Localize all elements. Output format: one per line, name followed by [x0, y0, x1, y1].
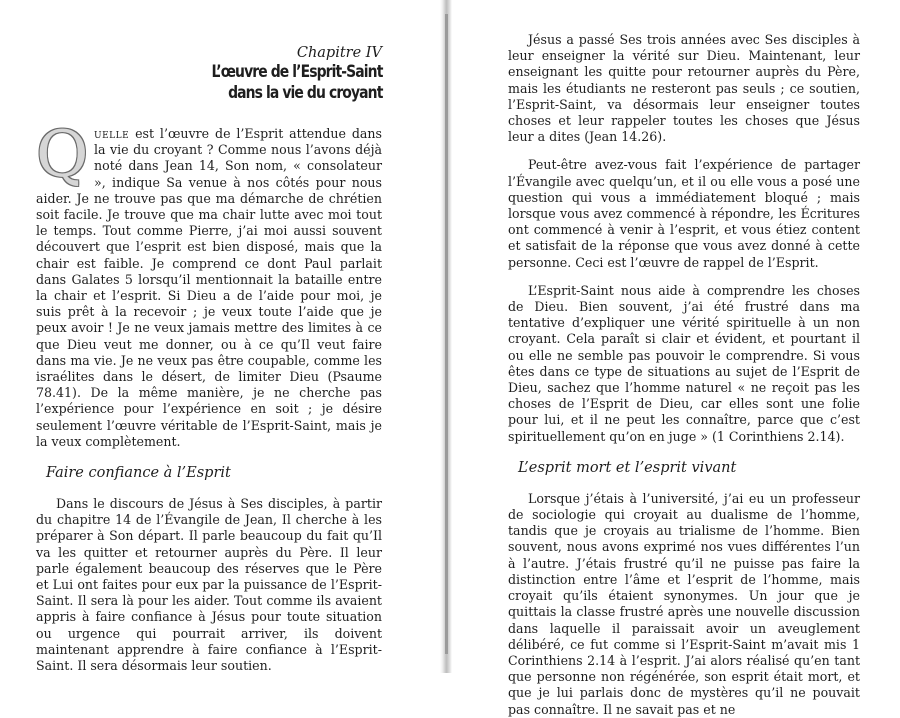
section-heading-dead-living-spirit: L’esprit mort et l’esprit vivant	[518, 459, 737, 476]
chapter-label: Chapitre IV	[296, 45, 382, 61]
left-text-column	[36, 118, 382, 674]
intro-smallcaps: uelle	[94, 126, 130, 141]
intro-text: est l’œuvre de l’Esprit attendue dans la vie du croyant ? Comme nous l’avons déjà noté dans Jean 14, Son nom, « consolateur », indique Sa venue à nos côtés pour nous aider. Je ne trouve pas que ma démarche de chrétien soit facile. Je trouve que ma chair lutte avec moi tout le temps. Tout comme Pierre, j’ai moi aussi souvent découvert que l’esprit est bien disposé, mais que la chair est faible. Je comprend ce dont Paul parlait dans Galates 5 lorsqu’il mentionnait la bataille entre la chair et l’esprit. Si Dieu a de l’aide pour moi, je suis prêt à la recevoir ; je veux toute l’aide que je peux avoir ! Je ne veux jamais mettre des limites à ce que Dieu veut me donner, ou à ce qu’Il veut faire dans ma vie. Je ne veux pas être coupable, comme les israélites dans le désert, de limiter Dieu (Psaume 78.41). De la même manière, je ne cherche pas l’expérience pour l’expérience en soit ; je désire seulement l’œuvre véritable de l’Esprit-Saint, mais je la veux complètement.	[36, 126, 382, 449]
right-text-column	[508, 32, 860, 718]
left-page	[0, 0, 440, 673]
chapter-title-line-1: L’œuvre de l’Esprit-Saint	[211, 62, 382, 82]
right-page	[452, 0, 900, 717]
paragraph-university-professor: Lorsque j’étais à l’université, j’ai eu un professeur de sociologie qui croyait au dualisme de l’homme, tandis que je croyais au trialisme de l’homme. Bien souvent, nous avons exprimé nos vues différentes l’un à l’autre. J’étais frustré qu’il ne puisse pas faire la distinction entre l’âme et l’esprit de l’homme, mais croyait qu’ils étaient synonymes. Un jour que je quittais la classe frustré après une nouvelle discussion dans laquelle il paraissait avoir un aveuglement délibéré, ce fut comme si l’Esprit-Saint m’avait mis 1 Corinthiens 2.14 à l’esprit. J’ai alors réalisé qu’en tant que personne non régénérée, son esprit était mort, et que je lui parlais donc de mystères qu’il ne pouvait pas connaître. Il ne savait pas et ne	[508, 490, 860, 717]
drop-cap-letter: Q	[36, 118, 89, 192]
gutter-shadow-line	[445, 14, 448, 654]
paragraph-three-years: Jésus a passé Ses trois années avec Ses disciples à leur enseigner la vérité sur Dieu. Maintenant, leur enseignant les quitte pour retourner auprès du Père, mais les étudiants ne resteront pas seuls ; ce soutien, l’Esprit-Saint, va désormais leur enseigner toutes choses et leur rappeler toutes les choses que Jésus leur a dites (Jean 14.26).	[508, 32, 860, 145]
paragraph-sharing-gospel: Peut-être avez-vous fait l’expérience de partager l’Évangile avec quelqu’un, et il ou elle vous a posé une question qui vous a immédiatement bloqué ; mais lorsque vous avez commencé à répondre, les Écritures ont commencé à venir à l’esprit, et vous étiez content et satisfait de la réponse que vous avez donné à cette personne. Ceci est l’œuvre de rappel de l’Esprit.	[508, 157, 860, 270]
section-heading-trust-spirit: Faire confiance à l’Esprit	[46, 465, 231, 482]
paragraph-jesus-discourse: Dans le discours de Jésus à Ses disciples, à partir du chapitre 14 de l’Évangile de Jean, Il cherche à les préparer à Son départ. Il parle beaucoup du fait qu’Il va les quitter et retourner auprès du Père. Il leur parle également beaucoup des réserves que le Père et Lui ont faites pour eux par la puissance de l’Esprit-Saint. Il sera là pour les aider. Tout comme ils avaient appris à faire confiance à Jésus pour toute situation ou urgence qui pourrait arriver, ils doivent maintenant apprendre à faire confiance à l’Esprit-Saint. Il sera désormais leur soutien.	[36, 496, 382, 674]
chapter-title-line-2: dans la vie du croyant	[227, 83, 382, 103]
intro-paragraph	[36, 118, 382, 450]
chapter-heading	[174, 44, 382, 104]
paragraph-understanding-things-of-god: L’Esprit-Saint nous aide à comprendre les choses de Dieu. Bien souvent, j’ai été frustré dans ma tentative d’expliquer une vérité spirituelle à un non croyant. Cela paraît si clair et évident, et pourtant il ou elle ne semble pas pouvoir le comprendre. Si vous êtes dans ce type de situations au sujet de l’Esprit de Dieu, sachez que l’homme naturel « ne reçoit pas les choses de l’Esprit de Dieu, car elles sont une folie pour lui, et il ne peut les connaître, parce que c’est spirituellement qu’on en juge » (1 Corinthiens 2.14).	[508, 282, 860, 444]
chapter-title	[211, 62, 382, 104]
